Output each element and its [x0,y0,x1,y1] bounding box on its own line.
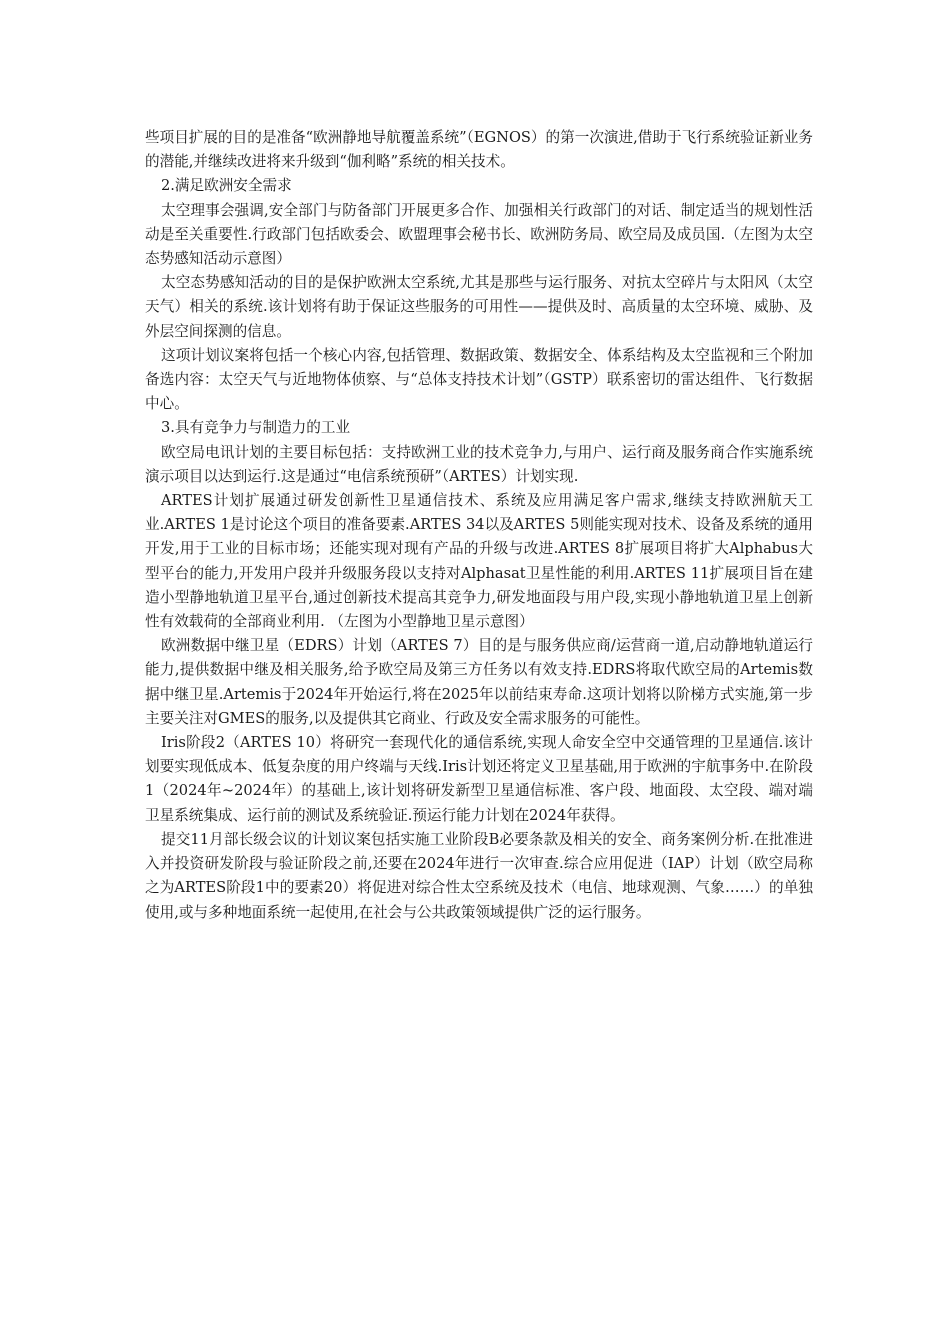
paragraph-space-council: 太空理事会强调,安全部门与防备部门开展更多合作、加强相关行政部门的对话、制定适当的规划性活动是至关重要性.行政部门包括欧委会、欧盟理事会秘书长、欧洲防务局、欧空局及成员国.（左图为太空态势感知活动示意图） [145,201,813,268]
paragraph-artes-extension: ARTES计划扩展通过研发创新性卫星通信技术、系统及应用满足客户需求,继续支持欧洲航天工业.ARTES 1是讨论这个项目的准备要素.ARTES 34以及ARTES 5则能实现对技术、设备及系统的通用开发,用于工业的目标市场；还能实现对现有产品的升级与改进.ARTES 8扩展项目将扩大Alphabus大型平台的能力,开发用户段并升级服务段以支持对Alphasat卫星性能的利用.ARTES 11扩展项目旨在建造小型静地轨道卫星平台,通过创新技术提高其竞争力,研发地面段与用户段,实现小静地轨道卫星上创新性有效载荷的全部商业利用. （左图为小型静地卫星示意图） [145,492,813,631]
section-heading-industry: 3.具有竞争力与制造力的工业 [161,419,351,437]
document-body [145,126,813,925]
paragraph-program-proposal: 这项计划议案将包括一个核心内容,包括管理、数据政策、数据安全、体系结构及太空监视和三个附加备选内容：太空天气与近地物体侦察、与“总体支持技术计划”（GSTP）联系密切的雷达组件、飞行数据中心。 [145,346,813,413]
section-heading-security: 2.满足欧洲安全需求 [161,177,292,195]
paragraph-egnos-continuation: 些项目扩展的目的是准备“欧洲静地导航覆盖系统”（EGNOS）的第一次演进,借助于飞行系统验证新业务的潜能,并继续改进将来升级到“伽利略”系统的相关技术。 [145,129,813,171]
paragraph-telecom-goals: 欧空局电讯计划的主要目标包括：支持欧洲工业的技术竞争力,与用户、运行商及服务商合作实施系统演示项目以达到运行.这是通过“电信系统预研”（ARTES）计划实现. [145,443,813,485]
paragraph-ministerial-proposal: 提交11月部长级会议的计划议案包括实施工业阶段B必要条款及相关的安全、商务案例分析.在批准进入并投资研发阶段与验证阶段之前,还要在2024年进行一次审查.综合应用促进（IAP）计划（欧空局称之为ARTES阶段1中的要素20）将促进对综合性太空系统及技术（电信、地球观测、气象……）的单独使用,或与多种地面系统一起使用,在社会与公共政策领域提供广泛的运行服务。 [145,830,813,921]
paragraph-space-situational-awareness: 太空态势感知活动的目的是保护欧洲太空系统,尤其是那些与运行服务、对抗太空碎片与太阳风（太空天气）相关的系统.该计划将有助于保证这些服务的可用性——提供及时、高质量的太空环境、威胁、及外层空间探测的信息。 [145,274,813,340]
paragraph-edrs: 欧洲数据中继卫星（EDRS）计划（ARTES 7）目的是与服务供应商/运营商一道,启动静地轨道运行能力,提供数据中继及相关服务,给予欧空局及第三方任务以有效支持.EDRS将取代欧空局的Artemis数据中继卫星.Artemis于2024年开始运行,将在2025年以前结束寿命.这项计划将以阶梯方式实施,第一步主要关注对GMES的服务,以及提供其它商业、行政及安全需求服务的可能性。 [145,637,813,727]
paragraph-iris: Iris阶段2（ARTES 10）将研究一套现代化的通信系统,实现人命安全空中交通管理的卫星通信.该计划要实现低成本、低复杂度的用户终端与天线.Iris计划还将定义卫星基础,用于欧洲的宇航事务中.在阶段1（2024年~2024年）的基础上,该计划将研发新型卫星通信标准、客户段、地面段、太空段、端对端卫星系统集成、运行前的测试及系统验证.预运行能力计划在2024年获得。 [145,734,813,824]
